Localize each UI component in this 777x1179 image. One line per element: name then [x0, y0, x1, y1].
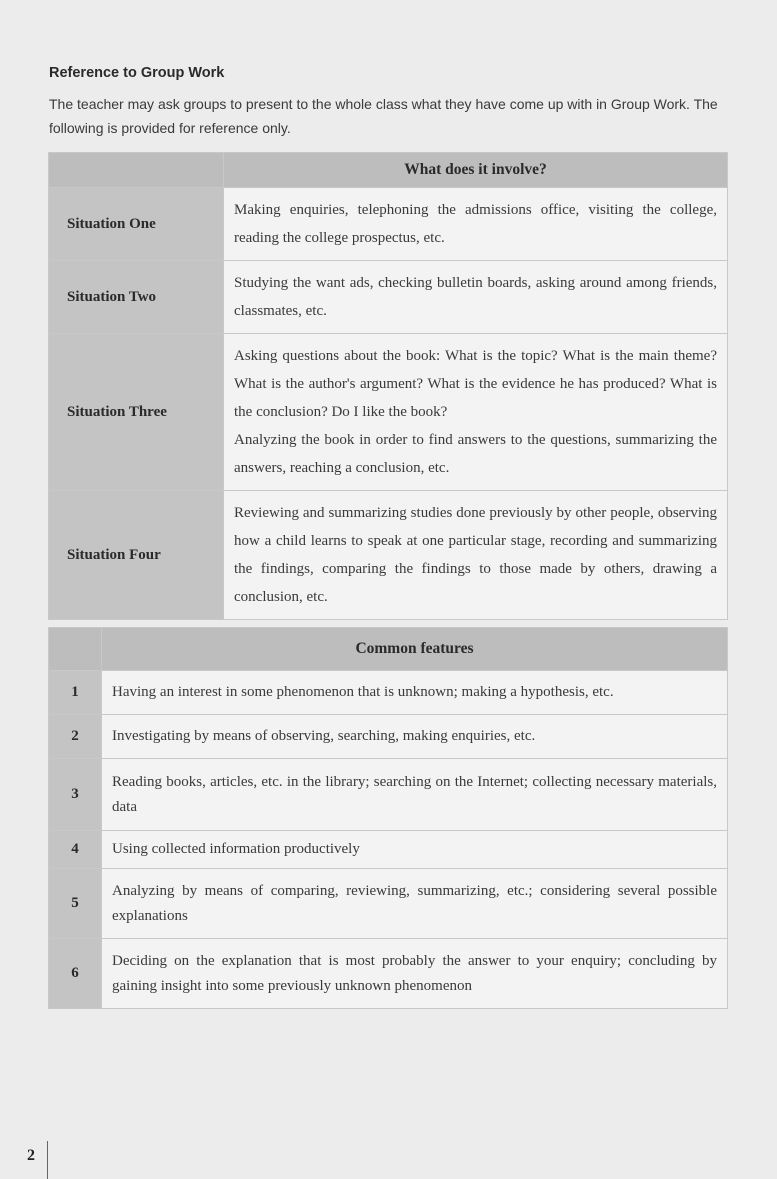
- features-header-blank: [49, 628, 102, 671]
- feature-number: 6: [49, 939, 102, 1009]
- situation-row: [49, 491, 728, 620]
- situation-row: [49, 188, 728, 261]
- feature-row: [49, 671, 728, 715]
- feature-number: 5: [49, 869, 102, 939]
- feature-number: 3: [49, 759, 102, 831]
- situations-table: [48, 152, 728, 620]
- situation-label: Situation One: [49, 188, 224, 261]
- situation-label: Situation Four: [49, 491, 224, 620]
- feature-text: Having an interest in some phenomenon that is unknown; making a hypothesis, etc.: [102, 671, 728, 715]
- situation-row: [49, 334, 728, 491]
- feature-number: 4: [49, 831, 102, 869]
- feature-number: 1: [49, 671, 102, 715]
- feature-text: Deciding on the explanation that is most probably the answer to your enquiry; concluding by gaining insight into some previously unknown phenomenon: [102, 939, 728, 1009]
- feature-row: [49, 939, 728, 1009]
- situation-text-cell: [224, 334, 728, 491]
- situations-header: What does it involve?: [224, 153, 728, 188]
- situation-text: Reviewing and summarizing studies done previously by other people, observing how a child learns to speak at one particular stage, recording and summarizing the findings, comparing the findings to those made by others, drawing a conclusion, etc.: [224, 491, 728, 620]
- feature-row: [49, 869, 728, 939]
- feature-text: Reading books, articles, etc. in the library; searching on the Internet; collecting necessary materials, data: [102, 759, 728, 831]
- situations-header-row: [49, 153, 728, 188]
- features-header: Common features: [102, 628, 728, 671]
- features-header-row: [49, 628, 728, 671]
- feature-row: [49, 759, 728, 831]
- section-heading: Reference to Group Work: [49, 65, 225, 81]
- feature-text: Analyzing by means of comparing, reviewing, summarizing, etc.; considering several possible explanations: [102, 869, 728, 939]
- situation-label: Situation Three: [49, 334, 224, 491]
- feature-row: [49, 715, 728, 759]
- situation-row: [49, 261, 728, 334]
- page-number-divider: [47, 1141, 48, 1179]
- situation-text-continued: Analyzing the book in order to find answers to the questions, summarizing the answers, reaching a conclusion, etc.: [234, 432, 717, 476]
- feature-number: 2: [49, 715, 102, 759]
- intro-paragraph: The teacher may ask groups to present to the whole class what they have come up with in Group Work. The following is provided for reference only.: [49, 96, 718, 136]
- situation-text: Studying the want ads, checking bulletin boards, asking around among friends, classmates, etc.: [224, 261, 728, 334]
- situations-header-blank: [49, 153, 224, 188]
- feature-text: Investigating by means of observing, searching, making enquiries, etc.: [102, 715, 728, 759]
- situation-label: Situation Two: [49, 261, 224, 334]
- page-number: 2: [27, 1147, 35, 1164]
- situation-text: Asking questions about the book: What is the topic? What is the main theme? What is the author's argument? What is the evidence he has produced? What is the conclusion? Do I like the book?: [234, 348, 717, 420]
- feature-row: [49, 831, 728, 869]
- feature-text: Using collected information productively: [102, 831, 728, 869]
- features-table: [48, 627, 728, 1009]
- situation-text: Making enquiries, telephoning the admissions office, visiting the college, reading the college prospectus, etc.: [224, 188, 728, 261]
